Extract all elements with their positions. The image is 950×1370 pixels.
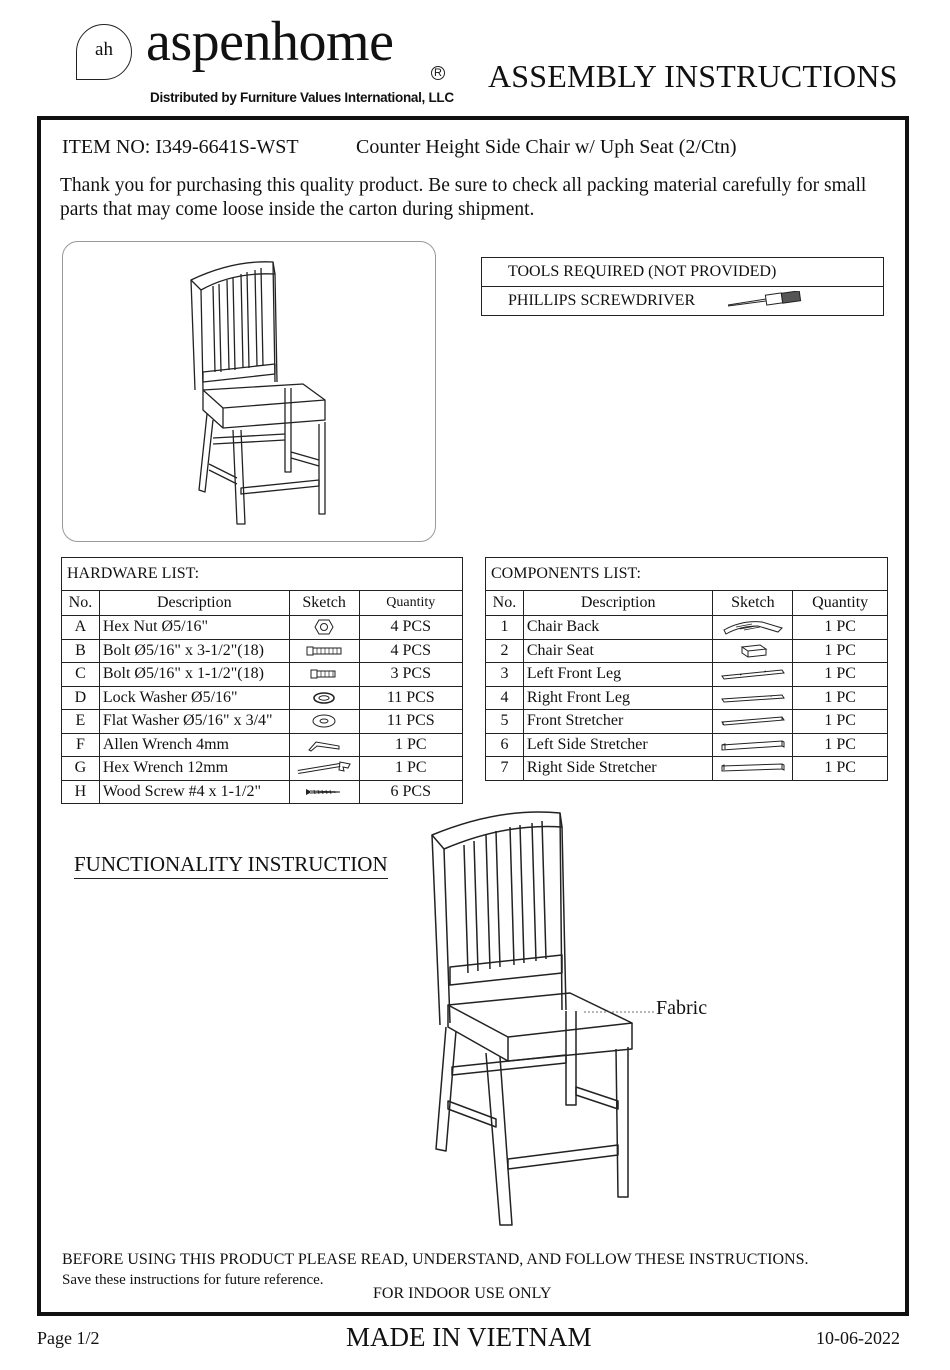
row-no: E xyxy=(62,710,100,734)
country-of-origin: MADE IN VIETNAM xyxy=(346,1322,592,1352)
tools-required-table xyxy=(481,257,884,316)
row-quantity: 4 PCS xyxy=(359,616,462,640)
fabric-callout-label: Fabric xyxy=(656,997,708,1019)
hardware-list-table xyxy=(61,557,463,804)
row-description: Hex Nut Ø5/16" xyxy=(99,616,289,640)
row-description: Flat Washer Ø5/16" x 3/4" xyxy=(99,710,289,734)
table-row xyxy=(486,616,888,640)
row-quantity: 3 PCS xyxy=(359,663,462,687)
row-quantity: 4 PCS xyxy=(359,639,462,663)
row-no: C xyxy=(62,663,100,687)
row-description: Bolt Ø5/16" x 1-1/2"(18) xyxy=(99,663,289,687)
row-quantity: 1 PC xyxy=(359,733,462,757)
item-description: Counter Height Side Chair w/ Uph Seat (2/Ctn) xyxy=(356,136,737,158)
column-header: Sketch xyxy=(713,591,793,616)
functionality-title: FUNCTIONALITY INSTRUCTION xyxy=(74,852,388,879)
right-side-stretcher-icon xyxy=(713,757,793,781)
row-no: F xyxy=(62,733,100,757)
chair-seat-icon xyxy=(713,639,793,663)
row-quantity: 1 PC xyxy=(793,616,888,640)
chair-back-icon xyxy=(713,616,793,640)
tools-header: TOOLS REQUIRED (NOT PROVIDED) xyxy=(482,258,884,287)
row-no: 6 xyxy=(486,733,524,757)
table-row xyxy=(62,733,463,757)
allen-wrench-icon xyxy=(289,733,359,757)
components-list-title: COMPONENTS LIST: xyxy=(486,558,888,591)
hardware-list-title: HARDWARE LIST: xyxy=(62,558,463,591)
right-front-leg-icon xyxy=(713,686,793,710)
row-description: Chair Seat xyxy=(523,639,713,663)
table-row xyxy=(62,663,463,687)
screwdriver-icon xyxy=(726,291,802,309)
row-quantity: 11 PCS xyxy=(359,710,462,734)
page-number: Page 1/2 xyxy=(37,1328,100,1348)
left-front-leg-icon xyxy=(713,663,793,687)
components-list-table xyxy=(485,557,888,781)
row-quantity: 1 PC xyxy=(793,639,888,663)
row-quantity: 1 PC xyxy=(793,710,888,734)
row-description: Bolt Ø5/16" x 3-1/2"(18) xyxy=(99,639,289,663)
save-instructions-note: Save these instructions for future reference. xyxy=(62,1272,324,1288)
brand-name: aspenhome xyxy=(146,11,394,73)
brand-logo-badge xyxy=(76,24,132,80)
table-row xyxy=(486,663,888,687)
row-description: Left Side Stretcher xyxy=(523,733,713,757)
tool-row xyxy=(482,287,884,316)
table-row xyxy=(62,757,463,781)
column-header: No. xyxy=(486,591,524,616)
row-quantity: 1 PC xyxy=(793,757,888,781)
row-quantity: 1 PC xyxy=(793,686,888,710)
row-no: 3 xyxy=(486,663,524,687)
column-header: Quantity xyxy=(359,591,462,616)
left-side-stretcher-icon xyxy=(713,733,793,757)
row-quantity: 11 PCS xyxy=(359,686,462,710)
column-header: No. xyxy=(62,591,100,616)
intro-paragraph: Thank you for purchasing this quality product. Be sure to check all packing material carefully for small parts that may come loose inside the carton during shipment. xyxy=(60,175,867,220)
product-image-panel xyxy=(62,241,436,542)
row-description: Chair Back xyxy=(523,616,713,640)
table-row xyxy=(486,757,888,781)
column-header: Description xyxy=(523,591,713,616)
table-row xyxy=(486,733,888,757)
chair-illustration-large xyxy=(420,805,720,1235)
table-row xyxy=(62,639,463,663)
hex-nut-icon xyxy=(289,616,359,640)
document-title: ASSEMBLY INSTRUCTIONS xyxy=(488,58,898,94)
row-no: 7 xyxy=(486,757,524,781)
row-no: G xyxy=(62,757,100,781)
indoor-use-note: FOR INDOOR USE ONLY xyxy=(373,1285,552,1302)
row-no: D xyxy=(62,686,100,710)
row-quantity: 6 PCS xyxy=(359,780,462,804)
row-quantity: 1 PC xyxy=(793,663,888,687)
row-no: 1 xyxy=(486,616,524,640)
registered-mark-icon: R xyxy=(431,66,445,80)
row-description: Right Side Stretcher xyxy=(523,757,713,781)
table-row xyxy=(62,616,463,640)
column-header: Quantity xyxy=(793,591,888,616)
table-row xyxy=(486,639,888,663)
column-header: Sketch xyxy=(289,591,359,616)
row-description: Allen Wrench 4mm xyxy=(99,733,289,757)
distributor-line: Distributed by Furniture Values International, LLC xyxy=(150,90,454,105)
row-description: Lock Washer Ø5/16" xyxy=(99,686,289,710)
short-bolt-icon xyxy=(289,663,359,687)
row-description: Wood Screw #4 x 1-1/2" xyxy=(99,780,289,804)
row-no: 2 xyxy=(486,639,524,663)
row-description: Front Stretcher xyxy=(523,710,713,734)
safety-warning: BEFORE USING THIS PRODUCT PLEASE READ, UNDERSTAND, AND FOLLOW THESE INSTRUCTIONS. xyxy=(62,1251,809,1268)
row-no: 5 xyxy=(486,710,524,734)
table-row xyxy=(62,780,463,804)
row-no: B xyxy=(62,639,100,663)
row-quantity: 1 PC xyxy=(793,733,888,757)
column-header: Description xyxy=(99,591,289,616)
table-row xyxy=(486,710,888,734)
row-quantity: 1 PC xyxy=(359,757,462,781)
row-description: Hex Wrench 12mm xyxy=(99,757,289,781)
front-stretcher-icon xyxy=(713,710,793,734)
row-description: Right Front Leg xyxy=(523,686,713,710)
long-bolt-icon xyxy=(289,639,359,663)
flat-washer-icon xyxy=(289,710,359,734)
table-row xyxy=(62,710,463,734)
chair-illustration-small xyxy=(63,242,437,543)
row-description: Left Front Leg xyxy=(523,663,713,687)
wood-screw-icon xyxy=(289,780,359,804)
hex-wrench-icon xyxy=(289,757,359,781)
row-no: H xyxy=(62,780,100,804)
tool-label: PHILLIPS SCREWDRIVER xyxy=(508,292,696,309)
row-no: A xyxy=(62,616,100,640)
document-date: 10-06-2022 xyxy=(816,1328,900,1348)
item-number: ITEM NO: I349-6641S-WST xyxy=(62,136,299,158)
table-row xyxy=(62,686,463,710)
table-row xyxy=(486,686,888,710)
lock-washer-icon xyxy=(289,686,359,710)
logo-initials: ah xyxy=(95,39,113,60)
row-no: 4 xyxy=(486,686,524,710)
